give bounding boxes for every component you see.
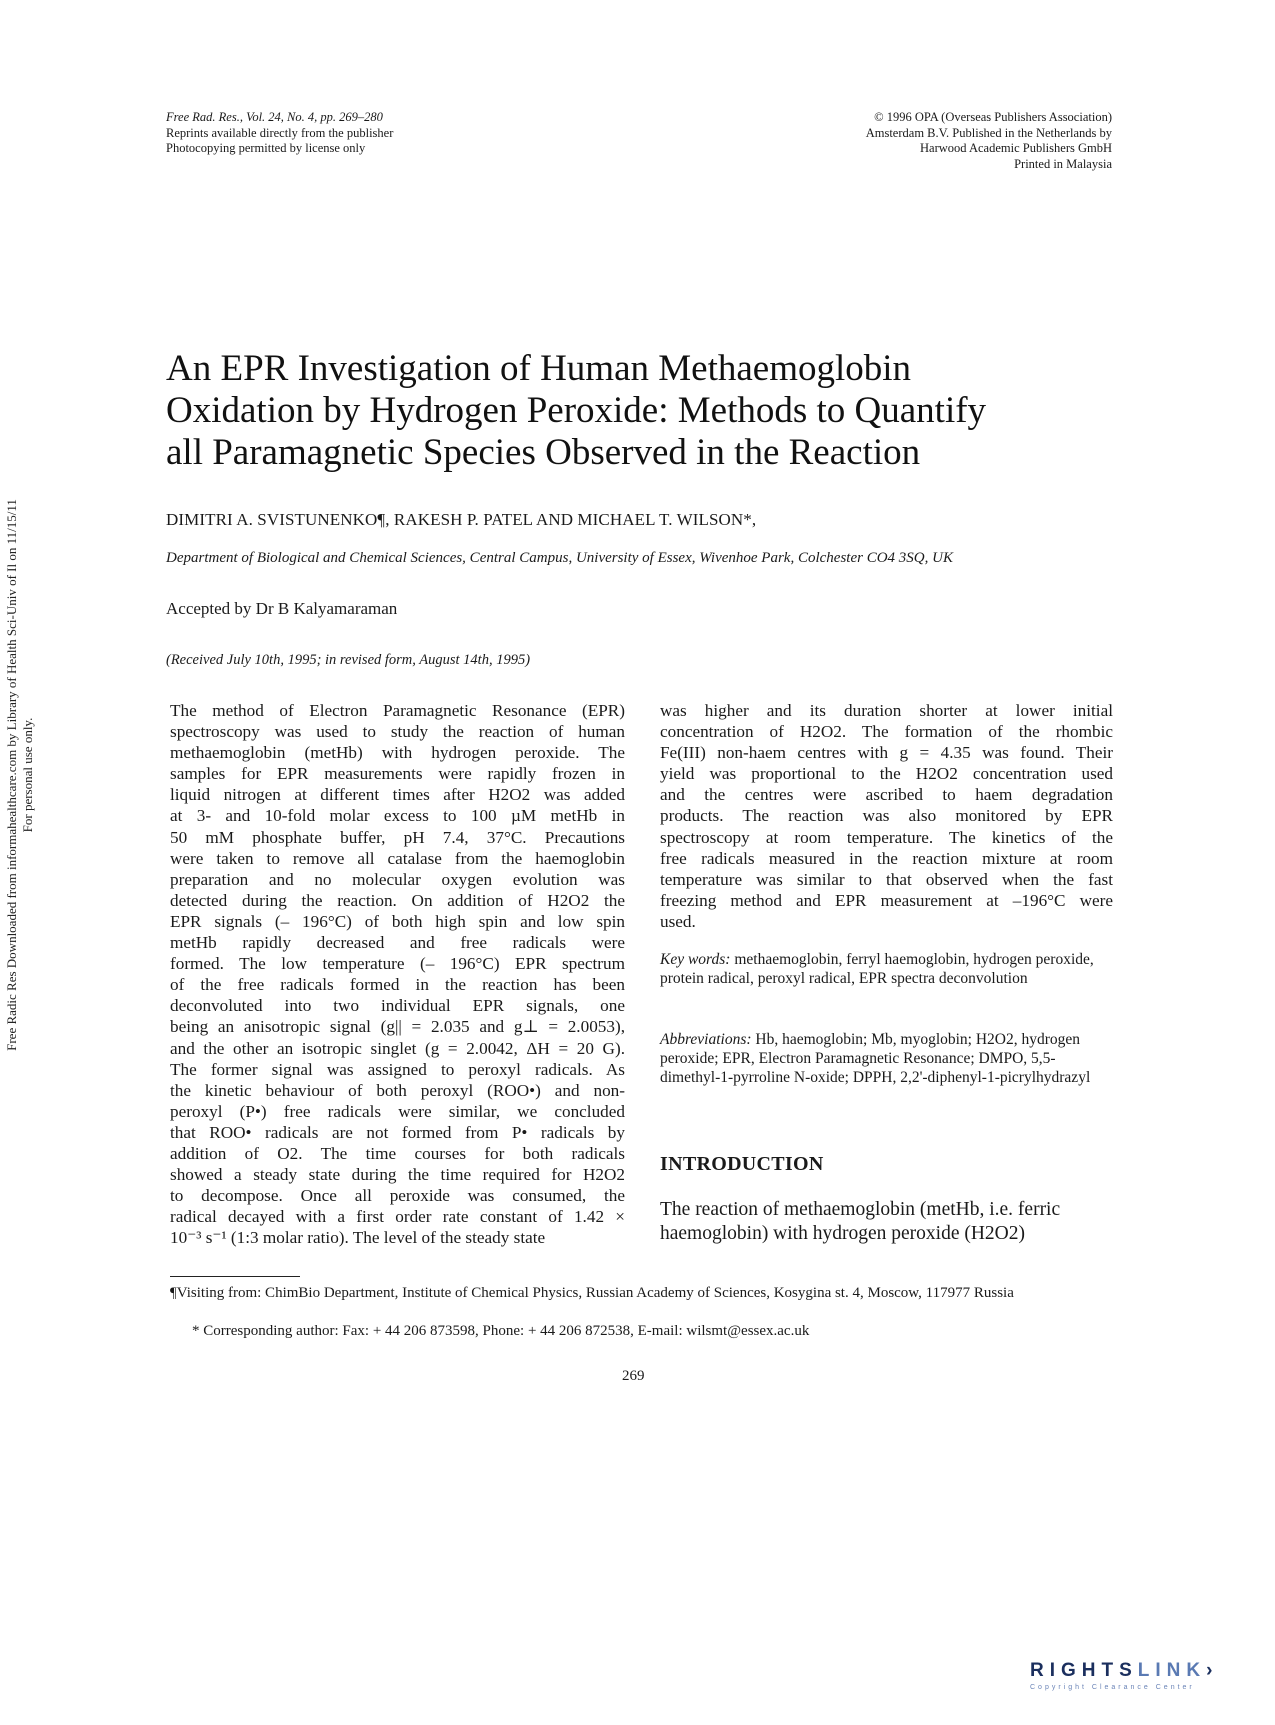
abstract-line: temperature was similar to that observed when the fast	[660, 869, 1113, 889]
abstract-line: at 3- and 10-fold molar excess to 100 µM metHb in	[170, 806, 625, 826]
author-list: DIMITRI A. SVISTUNENKO¶, RAKESH P. PATEL AND MICHAEL T. WILSON*,	[166, 510, 757, 529]
abstract-line: addition of O2. The time courses for both radicals	[170, 1143, 625, 1163]
footnote-visiting: ¶Visiting from: ChimBio Department, Institute of Chemical Physics, Russian Academy of Sciences, Kosygina st. 4, Moscow, 117977 Russia	[170, 1285, 1014, 1301]
abstract-line: 10⁻³ s⁻¹ (1:3 molar ratio). The level of the steady state	[170, 1228, 546, 1248]
copyright-line: © 1996 OPA (Overseas Publishers Association)	[874, 110, 1112, 124]
footnote-corresponding: * Corresponding author: Fax: + 44 206 873598, Phone: + 44 206 872538, E-mail: wilsmt@essex.ac.uk	[192, 1323, 810, 1339]
abstract-line: being an anisotropic signal (g|| = 2.035 and g⊥ = 2.0053),	[170, 1017, 625, 1037]
abstract-line: liquid nitrogen at different times after H2O2 was added	[170, 785, 625, 805]
abstract-line: spectroscopy was used to study the reaction of human	[170, 722, 625, 742]
keywords-text: methaemoglobin, ferryl haemoglobin, hydrogen peroxide, protein radical, peroxyl radical, EPR spectra deconvolution	[660, 951, 1094, 987]
abstract-line: radical decayed with a first order rate constant of 1.42 ×	[170, 1207, 625, 1227]
abstract-line: the kinetic behaviour of both peroxyl (ROO•) and non-	[170, 1080, 625, 1100]
abbreviations-label: Abbreviations:	[660, 1031, 752, 1048]
abstract-line: spectroscopy at room temperature. The kinetics of the	[660, 827, 1113, 847]
abstract-line: to decompose. Once all peroxide was consumed, the	[170, 1186, 625, 1206]
abstract-line: used.	[660, 911, 696, 931]
abstract-line: metHb rapidly decreased and free radicals were	[170, 933, 625, 953]
footnote-rule	[170, 1276, 300, 1277]
abstract-line: The former signal was assigned to peroxyl radicals. As	[170, 1059, 625, 1079]
section-heading-introduction: INTRODUCTION	[660, 1153, 824, 1175]
abstract-line: showed a steady state during the time required for H2O2	[170, 1165, 625, 1185]
abstract-line: freezing method and EPR measurement at –196°C were	[660, 890, 1113, 910]
abstract-line: were taken to remove all catalase from the haemoglobin	[170, 848, 625, 868]
rightslink-wordmark: RIGHTSLINK›	[1030, 1660, 1219, 1681]
rightslink-part-a: RIGHTS	[1030, 1660, 1138, 1681]
paper-title	[166, 348, 1126, 474]
abstract-line: deconvoluted into two individual EPR signals, one	[170, 996, 625, 1016]
abstract-line: methaemoglobin (metHb) with hydrogen peroxide. The	[170, 743, 625, 763]
printed-line: Printed in Malaysia	[1014, 156, 1112, 171]
download-notice	[4, 325, 36, 1225]
photocopy-line: Photocopying permitted by license only	[166, 141, 366, 155]
abstract-line: and the centres were ascribed to haem degradation	[660, 785, 1113, 805]
title-line: Oxidation by Hydrogen Peroxide: Methods to Quantify	[166, 390, 987, 431]
reprint-line: Reprints available directly from the publisher	[166, 125, 394, 140]
publisher-name-line: Harwood Academic Publishers GmbH	[920, 141, 1112, 155]
abstract-line: samples for EPR measurements were rapidly frozen in	[170, 764, 625, 784]
title-line: An EPR Investigation of Human Methaemoglobin	[166, 348, 912, 389]
abstract-line: EPR signals (– 196°C) of both high spin and low spin	[170, 911, 625, 931]
abstract-line: peroxyl (P•) free radicals were similar, we concluded	[170, 1101, 625, 1121]
publisher-line: Amsterdam B.V. Published in the Netherlands by	[865, 125, 1112, 140]
abstract-line: that ROO• radicals are not formed from P• radicals by	[170, 1122, 625, 1142]
abstract-line: was higher and its duration shorter at lower initial	[660, 701, 1113, 720]
introduction-text: The reaction of methaemoglobin (metHb, i.e. ferric haemoglobin) with hydrogen peroxide (H2O2)	[660, 1199, 1061, 1244]
personal-use-line: For personal use only.	[20, 717, 35, 833]
received-dates: (Received July 10th, 1995; in revised form, August 14th, 1995)	[166, 652, 531, 668]
abstract-line: formed. The low temperature (– 196°C) EPR spectrum	[170, 954, 625, 974]
rightslink-part-b: LINK	[1137, 1660, 1207, 1681]
abstract-line: preparation and no molecular oxygen evolution was	[170, 869, 625, 889]
abstract-line: Fe(III) non-haem centres with g = 4.35 was found. Their	[660, 743, 1113, 763]
citation-line: Free Rad. Res., Vol. 24, No. 4, pp. 269–280	[166, 110, 383, 124]
page-number: 269	[622, 1368, 645, 1384]
abstract-line: concentration of H2O2. The formation of the rhombic	[660, 722, 1113, 742]
accepted-by: Accepted by Dr B Kalyamaraman	[166, 599, 398, 618]
abstract-line: The method of Electron Paramagnetic Resonance (EPR)	[170, 701, 625, 720]
download-notice-line: Free Radic Res Downloaded from informahealthcare.com by Library of Health Sci-Univ of Il on 11/15/11	[4, 499, 19, 1051]
copyright-block	[760, 110, 1112, 172]
abstract-line: products. The reaction was also monitored by EPR	[660, 806, 1113, 826]
keywords	[660, 950, 1113, 988]
abstract-line: and the other an isotropic singlet (g = 2.0042, ΔH = 20 G).	[170, 1038, 625, 1058]
keywords-label: Key words:	[660, 951, 731, 968]
title-line: all Paramagnetic Species Observed in the Reaction	[166, 432, 921, 473]
abstract-right-column	[660, 700, 1113, 932]
abstract-left-column	[170, 700, 625, 1248]
rightslink-tagline: Copyright Clearance Center	[1030, 1684, 1195, 1691]
abstract-line: free radicals measured in the reaction mixture at room	[660, 848, 1113, 868]
abstract-line: 50 mM phosphate buffer, pH 7.4, 37°C. Precautions	[170, 827, 625, 847]
rightslink-logo[interactable]	[1030, 1660, 1270, 1700]
abbreviations-text: Hb, haemoglobin; Mb, myoglobin; H2O2, hydrogen peroxide; EPR, Electron Paramagnetic Resonance; DMPO, 5,5-dimethyl-1-pyrroline N-oxide; DPPH, 2,2'-diphenyl-1-picrylhydrazyl	[660, 1031, 1091, 1086]
affiliation: Department of Biological and Chemical Sciences, Central Campus, University of Essex, Wivenhoe Park, Colchester CO4 3SQ, UK	[166, 550, 953, 566]
journal-citation	[166, 110, 616, 157]
abstract-line: of the free radicals formed in the reaction has been	[170, 975, 625, 995]
abstract-line: detected during the reaction. On addition of H2O2 the	[170, 890, 625, 910]
abbreviations	[660, 1030, 1113, 1087]
abstract-line: yield was proportional to the H2O2 concentration used	[660, 764, 1113, 784]
